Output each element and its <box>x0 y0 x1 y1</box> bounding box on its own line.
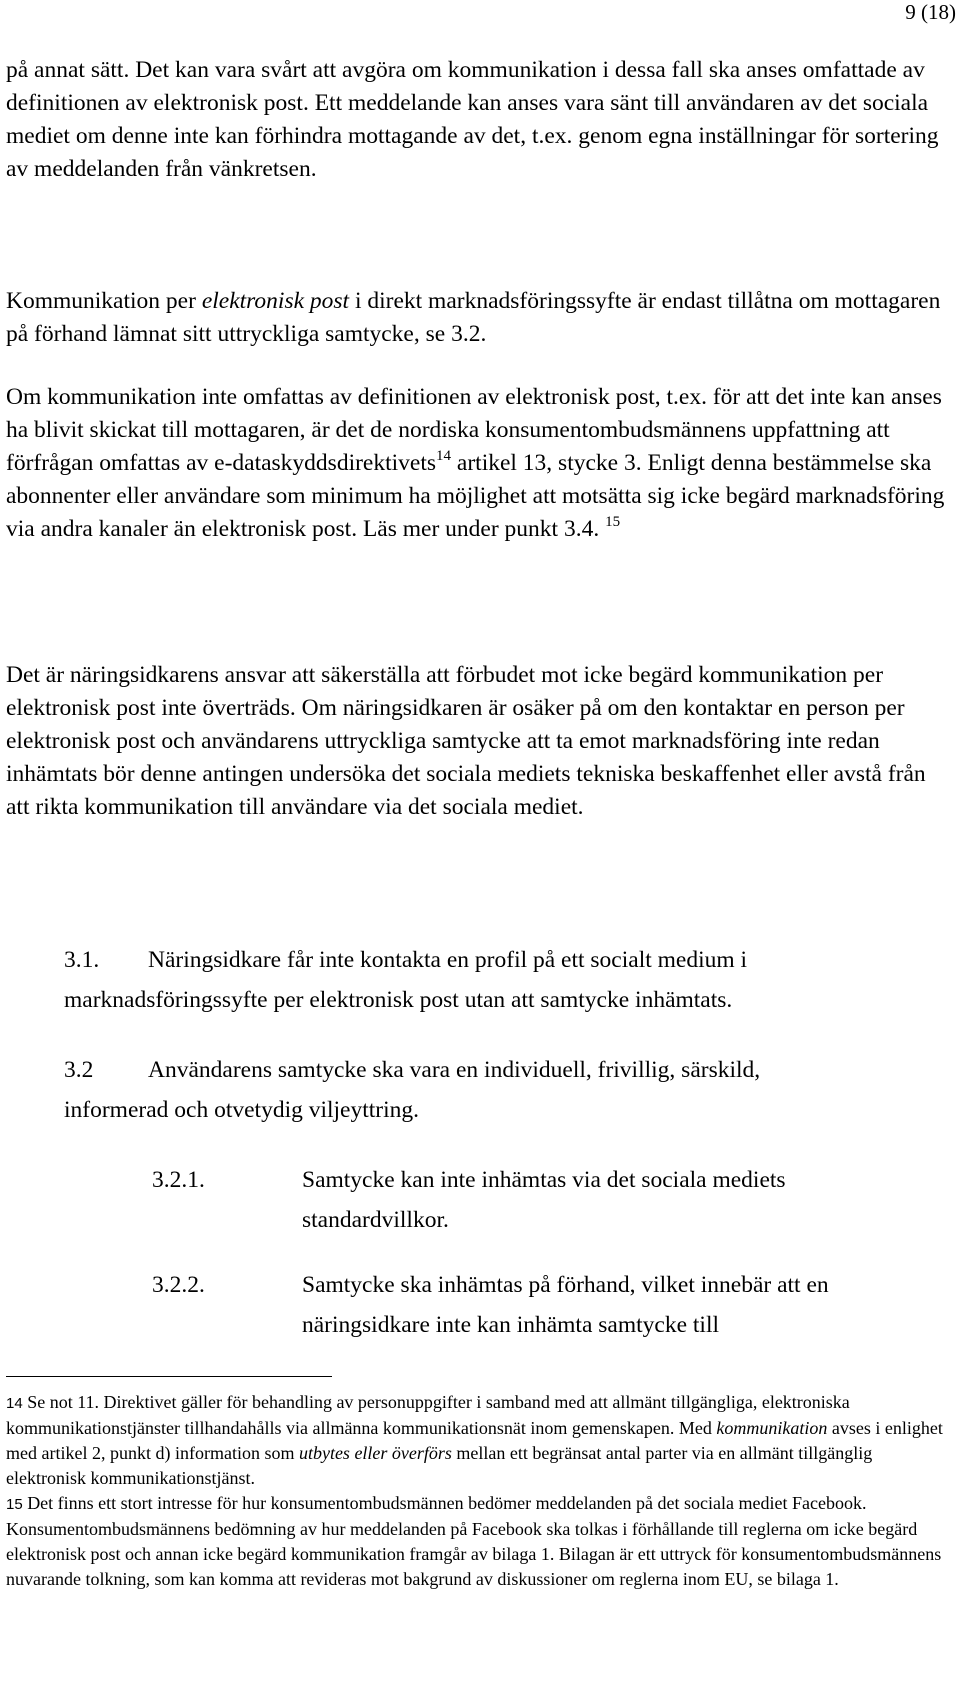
paragraph-text: artikel 13, stycke 3. Enligt denna bestämmelse ska abonnenter eller användare som minimum ha möjlighet att motsätta sig icke begärd marknadsföring via andra kanaler än elektronisk post. Läs mer under punkt 3.4. <box>6 450 945 542</box>
item-text: Samtycke ska inhämtas på förhand, vilket innebär att en näringsidkare inte kan inhämta samtycke till <box>302 1272 829 1338</box>
footnotes <box>6 1390 946 1592</box>
paragraph-electronic-mail <box>6 285 946 351</box>
footnote-mark: 15 <box>6 1496 23 1513</box>
footnote-text: Se not 11. Direktivet gäller för behandling av personuppgifter i samband med att allmänt tillgängliga, elektroniska kommunikationstjänster tillhandahålls via allmänna kommunikationsnät inom gemenskapen. Med <box>6 1392 850 1438</box>
emphasis-term: elektronisk post <box>201 288 350 314</box>
emphasis-term: utbytes eller överförs <box>298 1443 452 1463</box>
numbered-item-3-1 <box>64 940 914 1020</box>
footnote-text: avses i enlighet med artikel 2, punkt d) information som <box>6 1418 943 1463</box>
paragraph-text: i direkt marknadsföringssyfte är endast tillåtna om mottagaren på förhand lämnat sitt uttryckliga samtycke, se 3.2. <box>6 288 941 347</box>
paragraph-definition <box>6 381 946 546</box>
paragraph-text: Om kommunikation inte omfattas av definitionen av elektronisk post, t.ex. för att det inte kan anses ha blivit skickat till mottagaren, är det de nordiska konsumentombudsmännens uppfattning att förfrågan omfattas av e-dataskyddsdirektivets <box>6 384 942 476</box>
emphasis-term: kommunikation <box>716 1418 828 1438</box>
item-text: Samtycke kan inte inhämtas via det sociala mediets standardvillkor. <box>302 1167 786 1233</box>
footnote-text: mellan ett begränsat antal parter via en allmänt tillgänglig elektronisk kommunikationstjänst. <box>6 1443 873 1488</box>
numbered-item-3-2-1 <box>152 1160 872 1240</box>
numbered-item-3-2-2 <box>152 1265 872 1345</box>
footnote-divider <box>6 1376 332 1377</box>
page-number: 9 (18) <box>905 0 956 24</box>
paragraph-responsibility: Det är näringsidkarens ansvar att säkerställa att förbudet mot icke begärd kommunikation per elektronisk post inte överträds. Om näringsidkaren är osäker på om den kontaktar en person per elektronisk post och användarens uttryckliga samtycke att ta emot marknadsföring inte redan inhämtats bör denne antingen undersöka det sociala mediets tekniska beskaffenhet eller avstå från att rikta kommunikation till användare via det sociala mediet. <box>6 662 926 820</box>
item-text: Användarens samtycke ska vara en individuell, frivillig, särskild, informerad och otvetydig viljeyttring. <box>64 1057 761 1123</box>
numbered-item-3-2 <box>64 1050 864 1130</box>
item-number: 3.2.2. <box>152 1272 205 1298</box>
item-text: Näringsidkare får inte kontakta en profil på ett socialt medium i marknadsföringssyfte per elektronisk post utan att samtycke inhämtats. <box>64 947 748 1013</box>
footnote-ref-14[interactable]: 14 <box>436 448 452 464</box>
footnote-14 <box>6 1390 946 1491</box>
footnote-15 <box>6 1491 946 1592</box>
item-number: 3.1. <box>64 947 100 973</box>
footnote-text: Det finns ett stort intresse för hur konsumentombudsmännen bedömer meddelanden på det sociala mediet Facebook. Konsumentombudsmännens bedömning av hur meddelanden på Facebook ska tolkas i förhållande till reglerna om icke begärd elektronisk post och annan icke begärd kommunikation framgår av bilaga 1. Bilagan är ett uttryck för konsumentombudsmännens nuvarande tolkning, som kan komma att revideras mot bakgrund av diskussioner om reglerna inom EU, se bilaga 1. <box>6 1493 942 1589</box>
paragraph-text: Kommunikation per <box>6 288 202 314</box>
footnote-ref-15[interactable]: 15 <box>605 514 621 530</box>
footnote-mark: 14 <box>6 1395 23 1412</box>
item-number: 3.2 <box>64 1057 94 1083</box>
paragraph-intro: på annat sätt. Det kan vara svårt att avgöra om kommunikation i dessa fall ska anses omfattade av definitionen av elektronisk post. Ett meddelande kan anses vara sänt till användaren av det sociala mediet om denne inte kan förhindra mottagande av det, t.ex. genom egna inställningar för sortering av meddelanden från vänkretsen. <box>6 57 939 182</box>
item-number: 3.2.1. <box>152 1167 205 1193</box>
